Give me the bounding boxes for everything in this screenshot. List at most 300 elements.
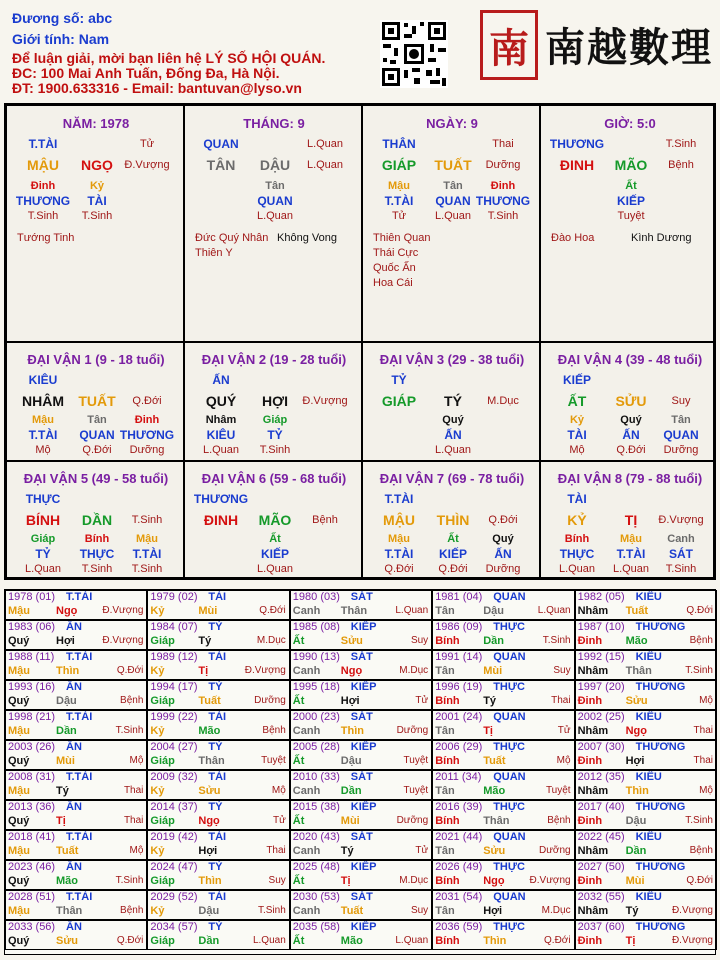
- year-stem: Tân: [435, 665, 455, 677]
- year-stem: Nhâm: [577, 905, 609, 917]
- year-label: 1985 (08): [292, 621, 340, 633]
- year-stage: Đ.Vượng: [529, 875, 571, 886]
- year-branch: Mùi: [198, 605, 218, 617]
- year-cell: [5, 890, 147, 920]
- year-branch: Dần: [56, 725, 77, 737]
- hidden-stage: L.Quan: [24, 563, 62, 575]
- hidden-stage: L.Quan: [612, 563, 650, 575]
- pillar-branch: DẬU: [259, 157, 291, 173]
- year-stage: T.Sinh: [115, 875, 144, 886]
- dai-van-god: THƯƠNG: [193, 492, 249, 506]
- dai-van-stage: Đ.Vượng: [302, 395, 348, 407]
- year-cell: [147, 650, 289, 680]
- hidden-stage: Dưỡng: [485, 563, 521, 575]
- year-cell: [147, 710, 289, 740]
- dai-van-stem: KỶ: [567, 512, 587, 528]
- year-stem: Kỷ: [150, 785, 165, 797]
- year-branch: Mão: [198, 725, 221, 737]
- hidden-god: THỰC: [559, 547, 595, 561]
- year-cell: [432, 890, 574, 920]
- year-label: 2025 (48): [292, 861, 340, 873]
- year-branch: Thân: [198, 755, 225, 767]
- year-branch: Ngọ: [483, 875, 505, 887]
- pillar-branch-stage: Đ.Vượng: [124, 159, 170, 171]
- year-stem: Giáp: [150, 875, 175, 887]
- hidden-stage: Mộ: [35, 444, 51, 456]
- pillar-stem-stage: T.Sinh: [665, 138, 697, 150]
- dai-van-stage: M.Dục: [487, 395, 519, 407]
- pillar-star: Không Vong: [277, 232, 337, 244]
- year-god: QUAN: [493, 831, 526, 843]
- year-stage: Suy: [268, 875, 286, 886]
- year-label: 2024 (47): [150, 861, 198, 873]
- year-cell: [575, 770, 717, 800]
- year-god: T.TÀI: [66, 891, 93, 903]
- dai-van-cell: [184, 461, 362, 578]
- hidden-stage: Dưỡng: [129, 444, 165, 456]
- year-label: 1981 (04): [435, 591, 483, 603]
- hidden-stem: Mậu: [136, 533, 158, 545]
- year-label: 2035 (58): [292, 921, 340, 933]
- year-cell: [432, 860, 574, 890]
- year-branch: Tý: [625, 905, 639, 917]
- year-label: 2021 (44): [435, 831, 483, 843]
- year-stage: Suy: [410, 635, 429, 646]
- hidden-stem: Quý: [442, 414, 464, 426]
- year-god: ẤN: [66, 741, 82, 753]
- year-branch: Dậu: [56, 695, 77, 707]
- year-branch: Ngọ: [625, 725, 647, 737]
- year-cell: [290, 680, 432, 710]
- hidden-stage: L.Quan: [434, 210, 472, 222]
- year-cell: [5, 740, 147, 770]
- hidden-stem: Mậu: [620, 533, 642, 545]
- hidden-stem: Đinh: [134, 414, 160, 426]
- year-branch: Mùi: [56, 755, 75, 767]
- hidden-stem: Giáp: [30, 533, 56, 545]
- year-cell: [290, 590, 432, 620]
- year-label: 2022 (45): [577, 831, 625, 843]
- year-cell: [575, 710, 717, 740]
- dai-van-branch: TUẤT: [78, 393, 116, 409]
- year-cell: [147, 860, 289, 890]
- dai-van-stem: BÍNH: [25, 512, 61, 528]
- year-cell: [290, 650, 432, 680]
- year-god: T.TÀI: [66, 651, 93, 663]
- dai-van-title: ĐẠI VẬN 2 (19 - 28 tuổi): [201, 352, 347, 367]
- year-cell: [147, 770, 289, 800]
- dai-van-stem: NHÂM: [22, 393, 64, 409]
- dai-van-branch: DẦN: [81, 512, 113, 528]
- dai-van-cell: [540, 461, 714, 578]
- pillar-branch: NGỌ: [81, 157, 113, 173]
- pillar-stem: GIÁP: [381, 157, 417, 173]
- hidden-god: TÀI: [87, 194, 107, 208]
- year-stem: Đinh: [577, 755, 603, 767]
- year-label: 1986 (09): [435, 621, 483, 633]
- hidden-god: THƯƠNG: [15, 194, 71, 208]
- hidden-stage: L.Quan: [558, 563, 596, 575]
- year-cell: [5, 620, 147, 650]
- year-label: 1999 (22): [150, 711, 198, 723]
- year-branch: Thìn: [56, 665, 80, 677]
- hidden-god: ẤN: [622, 428, 640, 442]
- year-god: THƯƠNG: [635, 681, 686, 693]
- year-cell: [290, 770, 432, 800]
- year-stem: Mậu: [8, 905, 30, 917]
- year-stem: Kỷ: [150, 605, 165, 617]
- pillar-star: Thiên Quan: [373, 232, 431, 244]
- year-branch: Sửu: [56, 935, 79, 947]
- hidden-stem: Bính: [564, 533, 590, 545]
- year-stage: Đ.Vượng: [102, 605, 144, 616]
- year-branch: Dậu: [340, 755, 362, 767]
- hidden-stem: Nhâm: [205, 414, 237, 426]
- year-branch: Mão: [56, 875, 78, 887]
- year-label: 1984 (07): [150, 621, 198, 633]
- year-stem: Canh: [292, 725, 321, 737]
- year-god: THỰC: [493, 921, 525, 933]
- hidden-stage: L.Quan: [434, 444, 472, 456]
- year-label: 1993 (16): [8, 681, 56, 693]
- year-branch: Dậu: [483, 605, 504, 617]
- year-stage: Q.Đới: [686, 875, 713, 886]
- year-god: KIÊU: [635, 831, 662, 843]
- year-stem: Bính: [435, 695, 460, 707]
- hidden-stem: Giáp: [262, 414, 288, 426]
- year-stem: Canh: [292, 785, 321, 797]
- year-stage: T.Sinh: [115, 725, 144, 736]
- hidden-stage: T.Sinh: [27, 210, 59, 222]
- year-branch: Tý: [198, 635, 212, 647]
- year-branch: Tị: [340, 875, 351, 887]
- year-god: T.TÀI: [66, 831, 93, 843]
- hidden-stem: Ất: [625, 180, 637, 192]
- dai-van-god: ẤN: [212, 373, 230, 387]
- year-cell: [5, 710, 147, 740]
- pillar-branch-stage: Dưỡng: [485, 159, 521, 171]
- year-label: 1998 (21): [8, 711, 56, 723]
- year-branch: Dần: [198, 935, 220, 947]
- year-stem: Tân: [435, 785, 455, 797]
- year-stage: Q.Đới: [544, 935, 571, 946]
- phone-email-line: ĐT: 1900.633316 - Email: bantuvan@lyso.vn: [12, 80, 302, 96]
- year-stem: Đinh: [577, 935, 603, 947]
- dai-van-god: T.TÀI: [384, 492, 414, 506]
- year-label: 1994 (17): [150, 681, 198, 693]
- year-stem: Canh: [292, 665, 321, 677]
- hidden-stem: Kỷ: [569, 414, 585, 426]
- dai-van-branch: SỬU: [615, 393, 647, 409]
- year-stage: Dưỡng: [396, 725, 429, 736]
- year-stem: Canh: [292, 905, 321, 917]
- year-god: THƯƠNG: [635, 861, 686, 873]
- year-god: KIÊU: [635, 651, 662, 663]
- hidden-stage: T.Sinh: [81, 563, 113, 575]
- year-label: 2034 (57): [150, 921, 198, 933]
- year-stem: Nhâm: [577, 605, 609, 617]
- year-cell: [290, 740, 432, 770]
- year-branch: Sửu: [483, 845, 506, 857]
- dai-van-title: ĐẠI VẬN 3 (29 - 38 tuổi): [379, 352, 525, 367]
- hidden-god: T.TÀI: [132, 547, 162, 561]
- year-stage: Mộ: [271, 785, 286, 796]
- year-stage: Đ.Vượng: [244, 665, 286, 676]
- hidden-stage: Mộ: [569, 444, 585, 456]
- pillar-stem-god: THÂN: [382, 137, 416, 151]
- hidden-stage: T.Sinh: [259, 444, 291, 456]
- year-god: TỶ: [208, 741, 223, 753]
- year-god: ẤN: [66, 621, 82, 633]
- dai-van-cell: [6, 342, 184, 461]
- year-cell: [5, 800, 147, 830]
- year-label: 2006 (29): [435, 741, 483, 753]
- year-stem: Bính: [435, 755, 460, 767]
- year-stem: Nhâm: [577, 665, 609, 677]
- subject-gender: Giới tính: Nam: [12, 31, 110, 47]
- year-stem: Mậu: [8, 785, 30, 797]
- yearly-luck-table: [4, 589, 716, 955]
- year-stem: Mậu: [8, 725, 30, 737]
- year-god: KIÊU: [635, 771, 662, 783]
- hidden-god: T.TÀI: [384, 547, 414, 561]
- hidden-god: QUAN: [435, 194, 471, 208]
- pillar-stem: MẬU: [27, 157, 59, 173]
- dai-van-cell: [362, 342, 540, 461]
- pillar-stem-stage: Thai: [492, 138, 514, 150]
- year-stage: T.Sinh: [542, 635, 571, 646]
- pillar-branch: TUẤT: [434, 157, 472, 173]
- dai-van-god: KIẾP: [562, 373, 592, 387]
- year-cell: [575, 740, 717, 770]
- hidden-god: QUAN: [663, 428, 699, 442]
- year-branch: Thân: [483, 815, 510, 827]
- year-stage: Bệnh: [120, 695, 144, 706]
- year-stem: Ất: [292, 755, 305, 767]
- hidden-stage: Q.Đới: [384, 563, 414, 575]
- year-label: 2032 (55): [577, 891, 625, 903]
- year-stage: Dưỡng: [396, 815, 429, 826]
- year-branch: Tị: [483, 725, 493, 737]
- year-stage: Thai: [551, 695, 571, 706]
- pillar-star: Kình Dương: [631, 232, 692, 244]
- hidden-stem: Mậu: [32, 414, 54, 426]
- year-stage: Bệnh: [689, 845, 713, 856]
- hidden-stage: Q.Đới: [438, 563, 468, 575]
- pillar-stem-stage: Tử: [139, 138, 155, 150]
- year-stage: Thai: [693, 755, 713, 766]
- year-label: 1980 (03): [292, 591, 340, 603]
- year-god: TÀI: [208, 771, 227, 783]
- year-branch: Thân: [625, 665, 652, 677]
- dai-van-god: TÀI: [567, 492, 587, 506]
- year-label: 1990 (13): [292, 651, 340, 663]
- year-god: TÀI: [208, 591, 227, 603]
- pillar-star: Đức Quý Nhân: [195, 232, 269, 244]
- year-cell: [290, 620, 432, 650]
- year-cell: [432, 650, 574, 680]
- hidden-stem: Tân: [671, 414, 691, 426]
- year-cell: [575, 590, 717, 620]
- year-god: THỰC: [493, 741, 525, 753]
- year-stem: Ất: [292, 935, 305, 947]
- hidden-god: KIẾP: [616, 194, 646, 208]
- year-stage: L.Quan: [395, 935, 429, 946]
- hidden-god: KIÊU: [206, 428, 236, 442]
- year-branch: Ngọ: [198, 815, 220, 827]
- year-branch: Dần: [340, 785, 362, 797]
- year-branch: Tị: [56, 815, 66, 827]
- year-stem: Đinh: [577, 635, 603, 647]
- year-stem: Mậu: [8, 845, 30, 857]
- qr-code-icon[interactable]: [380, 20, 448, 88]
- year-label: 2023 (46): [8, 861, 56, 873]
- dai-van-branch: MÃO: [258, 512, 292, 528]
- year-god: ẤN: [66, 921, 82, 933]
- year-stem: Bính: [435, 635, 460, 647]
- year-god: THỰC: [493, 621, 525, 633]
- year-branch: Hợi: [340, 695, 360, 707]
- pillar-cell: [540, 105, 714, 342]
- year-god: TÀI: [208, 891, 227, 903]
- dai-van-title: ĐẠI VẬN 8 (79 - 88 tuổi): [557, 471, 703, 486]
- year-label: 1996 (19): [435, 681, 483, 693]
- year-god: THƯƠNG: [635, 801, 686, 813]
- year-branch: Ngọ: [340, 665, 363, 677]
- hidden-stem: Mậu: [388, 180, 410, 192]
- hidden-stage: L.Quan: [256, 563, 294, 575]
- hidden-stem: Đinh: [30, 180, 56, 192]
- year-stage: T.Sinh: [685, 815, 713, 826]
- hidden-stem: Tân: [87, 414, 107, 426]
- hidden-stage: L.Quan: [256, 210, 294, 222]
- year-stage: M.Dục: [399, 875, 429, 886]
- dai-van-god: THỰC: [25, 492, 61, 506]
- year-cell: [575, 860, 717, 890]
- year-label: 2027 (50): [577, 861, 625, 873]
- hidden-stem: Kỷ: [89, 180, 105, 192]
- year-stage: Tuyệt: [545, 785, 571, 796]
- hidden-god: T.TÀI: [28, 428, 58, 442]
- year-cell: [432, 830, 574, 860]
- year-label: 2007 (30): [577, 741, 625, 753]
- hidden-god: SÁT: [669, 547, 693, 561]
- year-god: KIÊU: [635, 711, 662, 723]
- year-cell: [5, 770, 147, 800]
- year-label: 1978 (01): [8, 591, 56, 603]
- year-cell: [5, 650, 147, 680]
- year-label: 1988 (11): [8, 651, 55, 663]
- year-stem: Giáp: [150, 755, 175, 767]
- dai-van-stem: MẬU: [383, 512, 415, 528]
- year-cell: [575, 890, 717, 920]
- year-label: 1982 (05): [577, 591, 625, 603]
- year-cell: [432, 710, 574, 740]
- hidden-stem: Tân: [265, 180, 285, 192]
- year-cell: [432, 590, 574, 620]
- year-god: SÁT: [350, 711, 373, 723]
- four-pillars-grid: [4, 103, 716, 580]
- pillar-stem-stage: L.Quan: [306, 138, 344, 150]
- year-cell: [575, 830, 717, 860]
- year-stage: Mộ: [129, 845, 144, 856]
- year-stage: T.Sinh: [685, 665, 713, 676]
- year-stem: Ất: [292, 815, 305, 827]
- year-branch: Hợi: [483, 905, 503, 917]
- year-branch: Thìn: [198, 875, 222, 887]
- year-stage: Đ.Vượng: [102, 635, 144, 646]
- year-cell: [5, 590, 147, 620]
- year-cell: [290, 710, 432, 740]
- year-stem: Mậu: [8, 605, 30, 617]
- year-branch: Thân: [56, 905, 83, 917]
- year-stage: Tử: [557, 725, 571, 736]
- year-branch: Thìn: [625, 785, 649, 797]
- year-stem: Đinh: [577, 875, 603, 887]
- year-god: QUAN: [493, 771, 526, 783]
- dai-van-god: TỶ: [391, 373, 407, 387]
- pillar-stem-god: QUAN: [203, 137, 239, 151]
- year-cell: [290, 830, 432, 860]
- year-stem: Đinh: [577, 815, 603, 827]
- year-stem: Quý: [8, 635, 30, 647]
- year-stem: Canh: [292, 845, 321, 857]
- year-label: 2014 (37): [150, 801, 198, 813]
- year-label: 2013 (36): [8, 801, 56, 813]
- year-cell: [5, 860, 147, 890]
- year-stem: Ất: [292, 635, 305, 647]
- year-cell: [575, 920, 717, 950]
- year-label: 2018 (41): [8, 831, 56, 843]
- year-god: THỰC: [493, 801, 525, 813]
- year-branch: Ngọ: [56, 605, 78, 617]
- year-cell: [5, 830, 147, 860]
- pillar-star: Thái Cực: [373, 247, 419, 259]
- year-cell: [147, 920, 289, 950]
- year-stem: Quý: [8, 875, 30, 887]
- year-god: KIÊU: [635, 591, 662, 603]
- year-branch: Mùi: [340, 815, 360, 827]
- pillar-stem: TÂN: [206, 157, 236, 173]
- year-god: T.TÀI: [66, 591, 93, 603]
- year-stem: Kỷ: [150, 725, 165, 737]
- year-branch: Thìn: [340, 725, 365, 737]
- year-god: KIẾP: [350, 921, 377, 933]
- year-cell: [147, 620, 289, 650]
- hidden-god: QUAN: [257, 194, 293, 208]
- year-stage: L.Quan: [252, 935, 286, 946]
- pillar-title: GIỜ: 5:0: [604, 116, 656, 131]
- year-cell: [575, 620, 717, 650]
- dai-van-cell: [540, 342, 714, 461]
- year-label: 2003 (26): [8, 741, 56, 753]
- year-god: THỰC: [493, 681, 525, 693]
- year-stem: Bính: [435, 875, 460, 887]
- year-stage: M.Dục: [256, 635, 286, 646]
- hidden-god: T.TÀI: [384, 194, 414, 208]
- brand-title: 南越數理: [545, 24, 713, 71]
- year-branch: Mùi: [625, 875, 645, 887]
- hidden-god: THƯƠNG: [119, 428, 175, 442]
- year-branch: Tuất: [625, 605, 648, 617]
- year-branch: Hợi: [56, 635, 75, 647]
- year-god: QUAN: [493, 651, 526, 663]
- year-branch: Mùi: [483, 665, 503, 677]
- year-branch: Hợi: [625, 755, 645, 767]
- dai-van-title: ĐẠI VẬN 7 (69 - 78 tuổi): [379, 471, 525, 486]
- year-cell: [432, 620, 574, 650]
- year-stage: Dưỡng: [538, 845, 571, 856]
